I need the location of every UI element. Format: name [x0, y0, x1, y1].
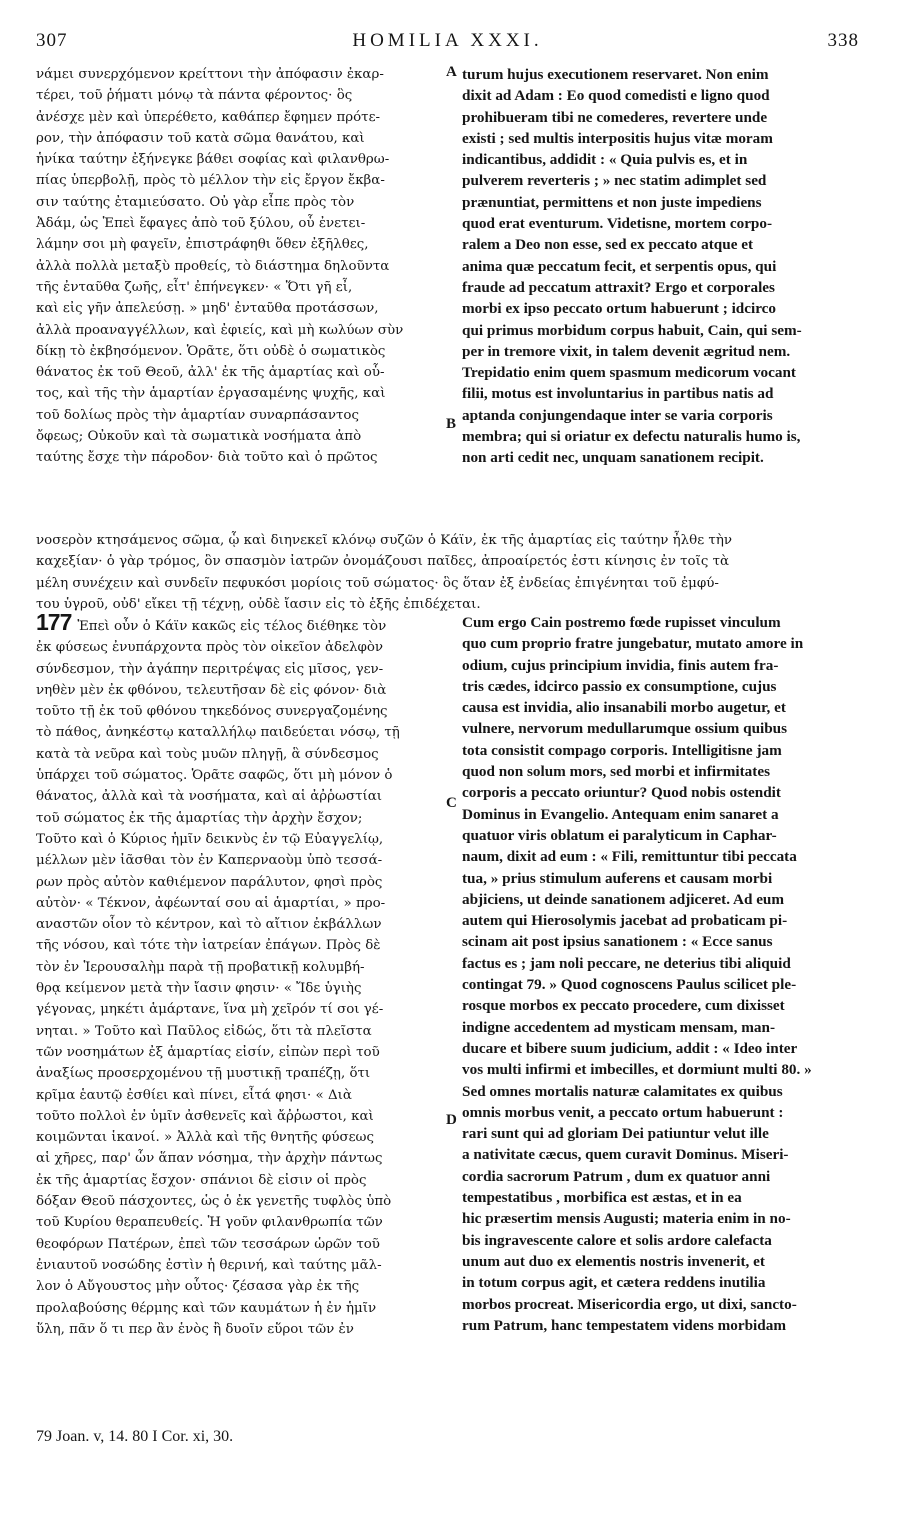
- page-number-left: 307: [36, 30, 68, 51]
- latin-text-line: in totum corpus agit, et cætera reddens inutilia: [462, 1274, 766, 1292]
- greek-text-line: Τοῦτο καὶ ὁ Κύριος ἡμῖν δεικνὺς ἐν τῷ Εὐαγγελίῳ,: [36, 831, 384, 847]
- latin-text-line: prænuntiat, permittens et non juste impediens: [462, 193, 762, 211]
- page-number-right: 338: [827, 30, 859, 51]
- latin-text-line: tris cædes, idcirco passio ex consumptione, cujus: [462, 677, 777, 695]
- greek-spanning-line: νοσερὸν κτησάμενος σῶμα, ᾧ καὶ διηνεκεῖ κλόνῳ συζῶν ὁ Κάϊν, ἐκ τῆς ἁμαρτίας εἰς ταύτην ἦλθε τὴν: [36, 533, 732, 548]
- latin-text-line: Trepidatio enim quem spasmum medicorum vocant: [462, 364, 796, 382]
- latin-text-line: turum hujus executionem reservaret. Non enim: [462, 66, 769, 83]
- greek-text-line: ἀναξίως προσερχομένου τῇ μυστικῇ τραπέζῃ, ὅτι: [36, 1066, 371, 1082]
- latin-text-line: qui primus morbidum corpus habuit, Cain, qui sem-: [462, 321, 802, 339]
- greek-text-line: ταύτης ἔσχε τὴν πάροδον· διὰ τοῦτο καὶ ὁ πρῶτος: [36, 450, 378, 466]
- greek-text-line: τοῦτο τῇ ἐκ τοῦ φθόνου τηκεδόνος συνεργαζομένης: [36, 704, 388, 720]
- greek-text-line: ὄφεως; Οὐκοῦν καὶ τὰ σωματικὰ νοσήματα ἀπὸ: [36, 429, 362, 445]
- latin-text-line: bis ingravescente calore et solis ardore calefacta: [462, 1231, 772, 1249]
- latin-text-line: cordia sacrorum Patrum , dum ex quatuor anni: [462, 1167, 771, 1185]
- greek-text-line: αἱ χῆρες, παρ' ὧν ἅπαν νόσημα, τὴν ἀρχὴν πάντως: [36, 1151, 383, 1167]
- latin-text-line: ducare et bibere suum judicium, addit : « Ideo inter: [462, 1039, 798, 1057]
- latin-text-line: quod erat eventurum. Videtisne, mortem corpo-: [462, 215, 773, 233]
- latin-column-upper: [462, 64, 865, 469]
- greek-text-line: τέρει, τοῦ ῥήματι μόνῳ τὰ πάντα φέροντος· ὃς: [36, 88, 353, 104]
- greek-text-line: ἀλλὰ πολλὰ μεταξὺ προθείς, τὸ διάστημα δηλοῦντα: [36, 258, 390, 274]
- latin-text-line: factus es ; jam noli peccare, ne deterius tibi aliquid: [462, 954, 791, 972]
- latin-text-line: rum Patrum, hanc tempestatem videns morbidam: [462, 1316, 786, 1334]
- greek-text-line: τοῦ Κυρίου θεραπευθείς. Ἡ γοῦν φιλανθρωπία τῶν: [36, 1215, 383, 1231]
- greek-text-line: ἀνέσχε μὲν καὶ ὑπερέθετο, καθάπερ ἔφημεν πρότε-: [36, 109, 381, 125]
- latin-text-line: naum, dixit ad eum : « Fili, remittuntur tibi peccata: [462, 848, 797, 866]
- latin-text-line: non arti cedit nec, unquam sanationem recipit.: [462, 449, 764, 467]
- greek-text-line: ρον, τὴν ἀπόφασιν τοῦ κατὰ σῶμα θανάτου, καὶ: [36, 130, 365, 146]
- latin-text-line: tempestatibus , morbifica est æstas, et in ea: [462, 1189, 742, 1207]
- margin-letter-a: A: [446, 64, 457, 80]
- greek-text-line: τῆς ἐνταῦθα ζωῆς, εἶτ' ἐπήνεγκεν· « Ὅτι γῆ εἶ,: [36, 279, 353, 295]
- latin-text-line: fraude ad peccatum attraxit? Ergo et corporales: [462, 278, 775, 296]
- latin-text-line: prohibueram tibi ne comederes, revertere unde: [462, 108, 768, 126]
- greek-text-line: πίας ὑπερβολῇ, πρὸς τὸ μέλλον τὴν εἰς ἔργον ἔκβα-: [36, 173, 385, 189]
- latin-text-line: a nativitate cæcus, quem curavit Dominus. Miseri-: [462, 1146, 789, 1164]
- greek-text-line: σιν ταύτης ἐταμιεύσατο. Οὐ γὰρ εἶπε πρὸς τὸν: [36, 194, 355, 210]
- latin-text-line: scinam ait post ipsius sanationem : « Ecce sanus: [462, 933, 773, 951]
- greek-text-line: τος, καὶ τῆς τὴν ἁμαρτίαν ἐργασαμένης ψυχῆς, καὶ: [36, 386, 386, 402]
- latin-text-line: hic præsertim mensis Augusti; materia enim in no-: [462, 1210, 791, 1228]
- margin-letter-b: B: [446, 416, 457, 432]
- latin-text-line: causa est invidia, alio insanabili morbo augetur, et: [462, 699, 786, 717]
- latin-text-line: per in tremore vixit, in talem devenit ægritud nem.: [462, 342, 791, 360]
- greek-spanning-line: μέλη συνέχειν καὶ συνδεῖν πεφυκόσι μορίοις τοῦ σώματος· ὃς ὅταν ἐξ ἐνδείας ἐπιγένηται τοῦ ἐμφύ-: [36, 575, 719, 591]
- latin-text-line: vos multi infirmi et imbecilles, et dormiunt multi 80. »: [462, 1061, 812, 1079]
- greek-text-line: νηθὲν μὲν ἐκ φθόνου, τελευτῆσαν δὲ εἰς φόνον· διὰ: [36, 682, 387, 698]
- latin-text-line: Cum ergo Cain postremo fœde rupisset vinculum: [462, 614, 781, 631]
- latin-text-line: tua, » prius stimulum auferens et causam morbi: [462, 869, 773, 887]
- section-number: 177: [36, 609, 72, 635]
- greek-text-line: τοῦτο πολλοὶ ἐν ὑμῖν ἀσθενεῖς καὶ ἄῤῥωστοι, καὶ: [36, 1108, 374, 1124]
- greek-text-line: θάνατος, ἀλλὰ καὶ τὰ νοσήματα, καὶ αἱ ἀῤῥωστίαι: [36, 789, 383, 805]
- latin-text-line: quod non solum mors, sed morbi et infirmitates: [462, 763, 770, 781]
- greek-text-line: κοιμῶνται ἱκανοί. » Ἀλλὰ καὶ τῆς θνητῆς φύσεως: [36, 1130, 374, 1146]
- greek-text-line: γέγονας, μηκέτι ἁμάρτανε, ἵνα μὴ χεῖρόν τί σοι γέ-: [36, 1002, 384, 1018]
- greek-text-line: νάμει συνερχόμενον κρείττονι τὴν ἀπόφασιν ἐκαρ-: [36, 67, 384, 82]
- greek-text-line: λον ὁ Αὔγουστος μὴν οὗτος· ζέσασα γὰρ ἐκ τῆς: [36, 1279, 360, 1295]
- latin-text-line: dixit ad Adam : Eo quod comedisti e ligno quod: [462, 87, 770, 105]
- running-title: HOMILIA XXXI.: [352, 30, 543, 51]
- page-header: [36, 30, 859, 60]
- greek-text-line: θεοφόρων Πατέρων, ἐπεὶ τῶν τεσσάρων ὡρῶν τοῦ: [36, 1236, 380, 1252]
- latin-text-line: ralem a Deo non esse, sed ex peccato atque et: [462, 236, 754, 254]
- latin-text-line: omnis morbus venit, a peccato ortum habuerunt :: [462, 1103, 784, 1121]
- latin-text-line: autem qui Hierosolymis jacebat ad probaticam pi-: [462, 912, 788, 930]
- latin-text-line: aptanda conjungendaque inter se varia corporis: [462, 406, 773, 424]
- latin-text-line: rosque morbos ex peccato procedere, cum dixisset: [462, 997, 785, 1015]
- greek-text-line: ἐνιαυτοῦ νοσώδης ἐστὶν ἡ θερινή, καὶ ταύτης μᾶλ-: [36, 1257, 382, 1273]
- latin-text-line: membra; qui si oriatur ex defectu naturalis humo is,: [462, 428, 801, 446]
- greek-text-line: δίκῃ τὸ ἐκβησόμενον. Ὁρᾶτε, ὅτι οὐδὲ ὁ σωματικὸς: [36, 343, 386, 359]
- greek-text-line: νηται. » Τοῦτο καὶ Παῦλος εἰδώς, ὅτι τὰ πλεῖστα: [36, 1023, 372, 1039]
- greek-text-line: θάνατος ἐκ τοῦ Θεοῦ, ἀλλ' ἐκ τῆς ἁμαρτίας καὶ οὗ-: [36, 365, 385, 381]
- greek-text-line: λάμην σοι μὴ φαγεῖν, ἐπιστράφηθι ὅθεν ἐξῆλθες,: [36, 237, 369, 253]
- latin-text-line: anima quæ peccatum fecit, et serpentis opus, qui: [462, 257, 777, 275]
- greek-text-line: τὸν ἐν Ἱερουσαλὴμ παρὰ τῇ προβατικῇ κολυμβή-: [36, 959, 365, 975]
- greek-spanning-text: [36, 530, 865, 615]
- latin-text-line: corporis a peccato oriuntur? Quod nobis ostendit: [462, 784, 781, 802]
- greek-column-lower: [36, 609, 444, 1340]
- greek-text-line: τῆς νόσου, καὶ τότε τὴν ἰατρείαν ἐπάγων. Πρὸς δὲ: [36, 938, 381, 954]
- greek-text-line: κατὰ τὰ νεῦρα καὶ τοὺς μυῶν πληγῇ, ἃ σύνδεσμος: [36, 746, 379, 762]
- greek-spanning-line: καχεξίαν· ὁ γὰρ τρόμος, ὃν σπασμὸν ἰατρῶν ὀνομάζουσι παῖδες, ἀπροαίρετός ἐστι κίνησις ἐν τοῖς τὰ: [36, 554, 730, 570]
- greek-first-line: Ἐπεὶ οὖν ὁ Κάϊν κακῶς εἰς τέλος διέθηκε τὸν: [77, 619, 387, 634]
- latin-text-line: indicantibus, addidit : « Quia pulvis es, et in: [462, 151, 748, 169]
- greek-text-line: ἐκ φύσεως ἐνυπάρχοντα πρὸς τὸν οἰκεῖον ἀδελφὸν: [36, 640, 384, 656]
- latin-text-line: rari sunt qui ad gloriam Dei patiuntur velut ille: [462, 1125, 769, 1143]
- greek-text-line: ἐκ τῆς ἁμαρτίας ἔσχον· σπάνιοι δὲ εἰσιν οἱ πρὸς: [36, 1172, 367, 1188]
- latin-text-line: abjiciens, ut deinde sanationem adjiceret. Ad eum: [462, 890, 785, 908]
- greek-text-line: σύνδεσμον, τὴν ἀγάπην περιτρέψας εἰς μῖσος, γεν-: [36, 661, 384, 677]
- greek-text-line: ρων πρὸς αὐτὸν καθιέμενον παράλυτον, φησὶ πρὸς: [36, 874, 383, 890]
- greek-text-line: θρᾳ κείμενον μετὰ τὴν ἴασιν φησιν· « Ἴδε ὑγιὴς: [36, 981, 362, 997]
- greek-text-line: ἀλλὰ προαναγγέλλων, καὶ ἐφιείς, καὶ μὴ κωλύων σὺν: [36, 322, 404, 338]
- footnotes: 79 Joan. v, 14. 80 I Cor. xi, 30.: [36, 1428, 234, 1445]
- greek-text-line: Ἀδάμ, ὡς Ἐπεὶ ἔφαγες ἀπὸ τοῦ ξύλου, οὗ ἐνετει-: [36, 216, 366, 232]
- greek-text-line: τοῦ σώματος ἐκ τῆς ἁμαρτίας τὴν ἀρχὴν ἔσχον;: [36, 810, 363, 826]
- latin-text-line: quo cum proprio fratre jungebatur, mutato amore in: [462, 635, 804, 653]
- latin-text-line: Sed omnes mortalis naturæ calamitates ex quibus: [462, 1082, 783, 1100]
- greek-text-line: αὐτὸν· « Τέκνον, ἀφέωνταί σου αἱ ἁμαρτίαι, » προ-: [36, 895, 386, 911]
- latin-text-line: vulnere, nervorum medullarumque ossium quibus: [462, 720, 788, 738]
- greek-text-line: μέλλων μὲν ἰᾶσθαι τὸν ἐν Καπερναοὺμ ὑπὸ τεσσά-: [36, 853, 383, 869]
- margin-letter-d: D: [446, 1112, 457, 1128]
- greek-text-line: καὶ εἰς γῆν ἀπελεύσῃ. » μηδ' ἐνταῦθα προτάσσων,: [36, 301, 379, 317]
- greek-text-line: ὕλη, πᾶν ὅ τι περ ἂν ἑνὸς ἢ δυοῖν εὕροι τῶν ἐν: [36, 1321, 354, 1337]
- greek-text-line: τὸ πάθος, ἀνηκέστῳ καταλλήλῳ παιδεύεται νόσῳ, τῇ: [36, 725, 400, 741]
- latin-text-line: Dominus in Evangelio. Antequam enim sanaret a: [462, 805, 779, 823]
- greek-text-line: δόξαν Θεοῦ πάσχοντες, ὡς ὁ ἐκ γενετῆς τυφλὸς ὑπὸ: [36, 1194, 392, 1210]
- greek-text-line: κρῖμα ἑαυτῷ ἐσθίει καὶ πίνει, εἶτά φησι· « Διὰ: [36, 1087, 352, 1103]
- latin-text-line: morbi ex ipso peccato ortum habuerunt ; idcirco: [462, 300, 776, 318]
- latin-text-line: quatuor viris oblatum ei paralyticum in Caphar-: [462, 826, 777, 844]
- greek-text-line: προλαβούσης θέρμης καὶ τῶν καυμάτων ἡ ἐν ἡμῖν: [36, 1300, 377, 1316]
- greek-text-line: τοῦ δολίως πρὸς τὴν ἁμαρτίαν συναρπάσαντος: [36, 407, 359, 423]
- latin-text-line: odium, cujus principium invidia, finis autem fra-: [462, 656, 779, 674]
- latin-text-line: contingat 79. » Quod cognoscens Paulus scilicet ple-: [462, 976, 797, 994]
- latin-text-line: existi ; sed multis interpositis hujus vitæ moram: [462, 129, 773, 147]
- greek-text-line: ἡνίκα ταύτην ἐξήνεγκε βάθει σοφίας καὶ φιλανθρω-: [36, 152, 390, 168]
- latin-text-line: morbos procreat. Misericordia ergo, ut dixi, sancto-: [462, 1295, 797, 1313]
- greek-spanning-line: του ὑγροῦ, οὐδ' εἴκει τῇ τέχνῃ, οὐδὲ ἴασιν εἰς τὸ ἑξῆς ἐπιδέχεται.: [36, 596, 481, 612]
- greek-text-line: ὑπάρχει τοῦ σώματος. Ὁρᾶτε σαφῶς, ὅτι μὴ μόνον ὁ: [36, 768, 393, 784]
- latin-text-line: unum aut duo ex elementis nostris invenerit, et: [462, 1252, 765, 1270]
- latin-text-line: filii, motus est involuntarius in partibus natis ad: [462, 385, 774, 403]
- latin-text-line: pulverem reverteris ; » nec statim adimplet sed: [462, 172, 767, 190]
- greek-text-line: τῶν νοσημάτων ἐξ ἁμαρτίας εἰσίν, εἰπὼν περὶ τοῦ: [36, 1044, 380, 1060]
- margin-letter-c: C: [446, 795, 457, 811]
- latin-column-lower: [462, 612, 865, 1336]
- latin-text-line: tota consistit compago corporis. Intelligitisne jam: [462, 741, 782, 759]
- latin-text-line: indigne accedentem ad mysticam mensam, man-: [462, 1018, 775, 1036]
- greek-column-upper: [36, 64, 444, 469]
- greek-text-line: αναστῶν οἷον τὸ κέντρον, καὶ τὸ αἴτιον ἐκβάλλων: [36, 917, 382, 933]
- greek-paragraph-start: [36, 609, 444, 637]
